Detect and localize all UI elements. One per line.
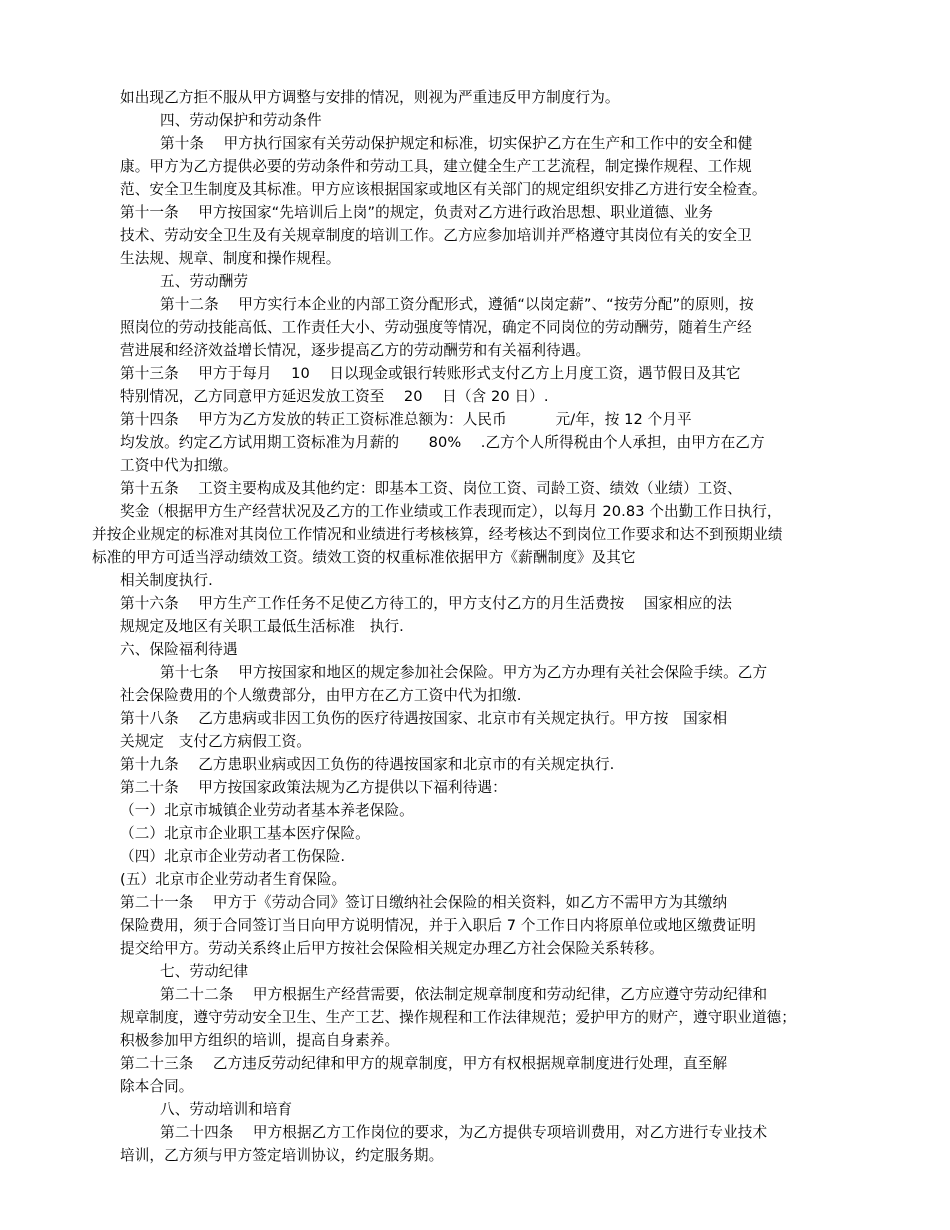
text-line: 第十条 甲方执行国家有关劳动保护规定和标准，切实保护乙方在生产和工作中的安全和健 [160,135,753,152]
text-line: 范、安全卫生制度及其标准。甲方应该根据国家或地区有关部门的规定组织安排乙方进行安全检查。 [120,181,767,198]
text-line: 第十三条 甲方于每月 10 日以现金或银行转账形式支付乙方上月度工资，遇节假日及其它 [120,365,741,382]
section-heading: 八、劳动培训和培育 [160,1101,293,1118]
text-line: 关规定 支付乙方病假工资。 [120,733,312,750]
text-line: 第十六条 甲方生产工作任务不足使乙方待工的，甲方支付乙方的月生活费按 国家相应的法 [120,595,732,612]
text-line: 第十一条 甲方按国家“先培训后上岗”的规定，负责对乙方进行政治思想、职业道德、业务 [120,204,714,221]
text-line: 培训，乙方须与甲方签定培训协议，约定服务期。 [120,1147,444,1164]
text-line: 照岗位的劳动技能高低、工作责任大小、劳动强度等情况，确定不同岗位的劳动酬劳，随着生产经 [120,319,752,336]
text-line: 特别情况，乙方同意甲方延迟发放工资至 20 日（含 20 日）. [120,388,549,405]
text-line: 奖金（根据甲方生产经营状况及乙方的工作业绩或工作表现而定），以每月 20.83 个出勤工作日执行， [120,503,782,520]
text-line: 积极参加甲方组织的培训，提高自身素养。 [120,1032,400,1049]
list-item: （四）北京市企业劳动者工伤保险. [120,848,346,865]
text-line: 第十七条 甲方按国家和地区的规定参加社会保险。甲方为乙方办理有关社会保险手续。乙方 [160,664,768,681]
text-line: 相关制度执行. [120,572,213,589]
text-line: 第十八条 乙方患病或非因工负伤的医疗待遇按国家、北京市有关规定执行。甲方按 国家相 [120,710,728,727]
text-line: 第十五条 工资主要构成及其他约定：即基本工资、岗位工资、司龄工资、绩效（业绩）工资、 [120,480,742,497]
text-line: 第二十条 甲方按国家政策法规为乙方提供以下福利待遇： [120,779,507,796]
text-line: 如出现乙方拒不服从甲方调整与安排的情况，则视为严重违反甲方制度行为。 [120,89,620,106]
text-line: 社会保险费用的个人缴费部分，由甲方在乙方工资中代为扣缴. [120,687,522,704]
list-item: (五）北京市企业劳动者生育保险。 [120,871,347,888]
text-line: 并按企业规定的标准对其岗位工作情况和业绩进行考核核算，经考核达不到岗位工作要求和达不到预期业绩 [92,526,783,543]
text-line: 第二十二条 甲方根据生产经营需要，依法制定规章制度和劳动纪律，乙方应遵守劳动纪律和 [160,986,768,1003]
text-line: 工资中代为扣缴。 [120,457,238,474]
text-line: 技术、劳动安全卫生及有关规章制度的培训工作。乙方应参加培训并严格遵守其岗位有关的安全卫 [120,227,752,244]
section-heading: 四、劳动保护和劳动条件 [160,112,322,129]
text-line: 康。甲方为乙方提供必要的劳动条件和劳动工具，建立健全生产工艺流程，制定操作规程、工作规 [120,158,752,175]
text-line: 标准的甲方可适当浮动绩效工资。绩效工资的权重标准依据甲方《薪酬制度》及其它 [92,549,636,566]
list-item: （一）北京市城镇企业劳动者基本养老保险。 [120,802,414,819]
text-line: 提交给甲方。劳动关系终止后甲方按社会保险相关规定办理乙方社会保险关系转移。 [120,940,664,957]
text-line: 第十四条 甲方为乙方发放的转正工资标准总额为：人民币 元/年，按 12 个月平 [120,411,692,428]
section-heading: 五、劳动酬劳 [160,273,249,290]
section-heading: 七、劳动纪律 [160,963,249,980]
text-line: 规章制度，遵守劳动安全卫生、生产工艺、操作规程和工作法律规范；爱护甲方的财产，遵守职业道德； [120,1009,796,1026]
text-line: 生法规、规章、制度和操作规程。 [120,250,341,267]
text-line: 第二十四条 甲方根据乙方工作岗位的要求，为乙方提供专项培训费用，对乙方进行专业技术 [160,1124,768,1141]
text-line: 第十二条 甲方实行本企业的内部工资分配形式，遵循“以岗定薪”、“按劳分配”的原则，按 [160,296,754,313]
text-line: 第二十一条 甲方于《劳动合同》签订日缴纳社会保险的相关资料，如乙方不需甲方为其缴纳 [120,894,728,911]
list-item: （二）北京市企业职工基本医疗保险。 [120,825,370,842]
text-line: 第二十三条 乙方违反劳动纪律和甲方的规章制度，甲方有权根据规章制度进行处理，直至解 [120,1055,728,1072]
text-line: 保险费用，须于合同签订当日向甲方说明情况，并于入职后 7 个工作日内将原单位或地区缴费证明 [120,917,757,934]
text-line: 营进展和经济效益增长情况，逐步提高乙方的劳动酬劳和有关福利待遇。 [120,342,591,359]
section-heading: 六、保险福利待遇 [120,641,238,658]
text-line: 均发放。约定乙方试用期工资标准为月薪的 80% .乙方个人所得税由个人承担，由甲方在乙方 [120,434,765,451]
text-line: 第十九条 乙方患职业病或因工负伤的待遇按国家和北京市的有关规定执行. [120,756,615,773]
text-line: 规规定及地区有关职工最低生活标准 执行. [120,618,404,635]
text-line: 除本合同。 [120,1078,194,1095]
